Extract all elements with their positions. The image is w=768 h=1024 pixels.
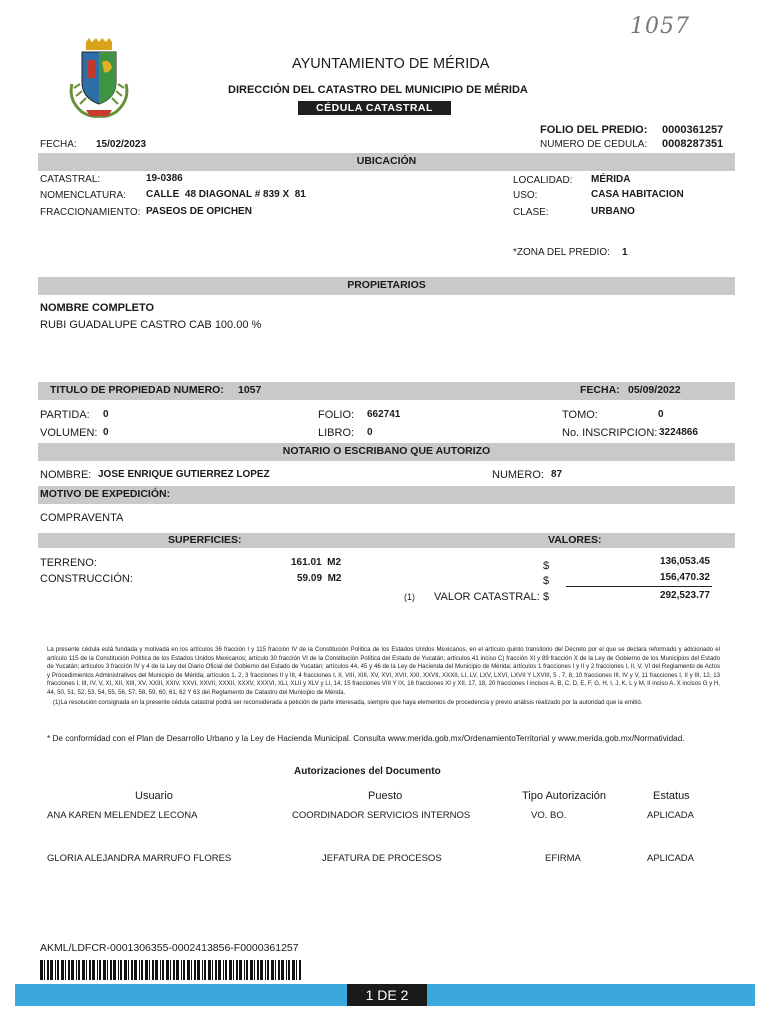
folio-predio-label: FOLIO DEL PREDIO: — [540, 124, 648, 136]
barcode-icon — [40, 960, 302, 980]
folio-value: 662741 — [367, 409, 401, 420]
motivo-title: MOTIVO DE EXPEDICIÓN: — [40, 488, 171, 500]
terreno-valor: 136,053.45 — [659, 556, 710, 567]
notario-title: NOTARIO O ESCRIBANO QUE AUTORIZO — [282, 445, 491, 457]
row-tipo: VO. BO. — [531, 810, 567, 821]
numero-cedula-value: 0008287351 — [662, 138, 724, 150]
page-indicator: 1 DE 2 — [347, 984, 427, 1006]
header-estatus: Estatus — [653, 790, 690, 802]
notario-numero-value: 87 — [551, 469, 563, 480]
ubicacion-band — [38, 153, 735, 171]
notario-nombre-value: JOSE ENRIQUE GUTIERREZ LOPEZ — [98, 469, 270, 480]
partida-value: 0 — [103, 409, 109, 420]
nomenclatura-value: CALLE 48 DIAGONAL # 839 X 81 — [146, 189, 306, 200]
valor-catastral-label: VALOR CATASTRAL: — [434, 591, 540, 603]
owner-name: RUBI GUADALUPE CASTRO CAB 100.00 % — [40, 319, 262, 331]
tomo-value: 0 — [658, 409, 664, 420]
titulo-fecha-value: 05/09/2022 — [628, 384, 681, 396]
valores-title: VALORES: — [548, 534, 602, 546]
propietarios-title: PROPIETARIOS — [347, 279, 426, 291]
uso-label: USO: — [513, 190, 538, 201]
ubicacion-title: UBICACIÓN — [356, 155, 417, 167]
construccion-value: 59.09 M2 — [297, 573, 342, 584]
header-puesto: Puesto — [368, 790, 403, 802]
sum-rule — [566, 586, 712, 587]
fraccionamiento-value: PASEOS DE OPICHEN — [146, 206, 252, 217]
legal-note-2: * De conformidad con el Plan de Desarrollo Urbano y la Ley de Hacienda Municipal. Consulta www.merida.gob.mx/OrdenamientoTerritorial y www.merida.gob.mx/Normatividad. — [47, 734, 685, 743]
row-estatus: APLICADA — [647, 810, 694, 821]
legal-note-1: (1)La resolución consignada en la presente cédula catastral podrá ser reconsiderada a petición de parte interesada, siempre que haya elementos de procedencia y previo análisis realizado por la autoridad que la emitió. — [53, 698, 643, 706]
fraccionamiento-label: FRACCIONAMIENTO: — [40, 207, 141, 218]
terreno-value: 161.01 M2 — [291, 557, 342, 568]
row-estatus: APLICADA — [647, 853, 694, 864]
municipality-title: AYUNTAMIENTO DE MÉRIDA — [292, 56, 490, 72]
document-type-badge — [298, 101, 451, 115]
coat-of-arms-logo — [68, 38, 130, 120]
header-usuario: Usuario — [135, 790, 173, 802]
row-usuario: GLORIA ALEJANDRA MARRUFO FLORES — [47, 853, 232, 864]
header-tipo: Tipo Autorización — [522, 790, 606, 802]
row-puesto: COORDINADOR SERVICIOS INTERNOS — [292, 810, 471, 821]
fecha-value: 15/02/2023 — [96, 139, 147, 150]
zona-label: *ZONA DEL PREDIO: — [513, 247, 610, 258]
autorizaciones-title: Autorizaciones del Documento — [294, 766, 441, 777]
tomo-label: TOMO: — [562, 409, 598, 421]
motivo-band — [38, 486, 735, 504]
notario-nombre-label: NOMBRE: — [40, 469, 92, 481]
row-puesto: JEFATURA DE PROCESOS — [322, 853, 442, 864]
catastral-value: 19-0386 — [146, 173, 183, 184]
titulo-label: TITULO DE PROPIEDAD NUMERO: — [50, 384, 224, 396]
terreno-currency: $ — [543, 560, 550, 572]
numero-cedula-label: NUMERO DE CEDULA: — [540, 139, 648, 150]
folio-label: FOLIO: — [318, 409, 355, 421]
catastral-label: CATASTRAL: — [40, 174, 101, 185]
localidad-value: MÉRIDA — [591, 174, 631, 185]
superficies-band — [38, 533, 735, 548]
clase-label: CLASE: — [513, 207, 549, 218]
titulo-fecha-label: FECHA: — [580, 384, 620, 396]
construccion-valor: 156,470.32 — [659, 572, 710, 583]
legal-text-block — [47, 646, 720, 707]
uso-value: CASA HABITACION — [591, 189, 684, 200]
volumen-label: VOLUMEN: — [40, 427, 98, 439]
titulo-value: 1057 — [238, 384, 262, 396]
propietarios-band — [38, 277, 735, 295]
direction-title: DIRECCIÓN DEL CATASTRO DEL MUNICIPIO DE MÉRIDA — [228, 84, 528, 96]
nombre-completo-label: NOMBRE COMPLETO — [40, 302, 155, 314]
localidad-label: LOCALIDAD: — [513, 175, 573, 186]
nomenclatura-label: NOMENCLATURA: — [40, 190, 126, 201]
libro-label: LIBRO: — [318, 427, 355, 439]
valor-catastral-currency: $ — [543, 591, 550, 603]
fecha-label: FECHA: — [40, 139, 77, 150]
volumen-value: 0 — [103, 427, 109, 438]
legal-text: La presente cédula está fundada y motivada en los artículos 36 fracción I y 115 fracción IV de la Constitución Política de los Estados Unidos Mexicanos, en el artículo quinto transitorio del Decreto por el que se declara reformado y adicionado el artículo 115 de la Constitución Política de los Estados Unidos Mexicanos; artículo 30 fracción VI de la Constitución Política del Estado de Yucatán; artículos 41 inciso C) fracción XI y 89 fracción X de la Ley de Gobierno de los Municipios del Estado de Yucatán; artículos 3 fracción IV y 4 de la Ley del Diario Oficial del Gobierno del Estado de Yucatán; artículos 44, 45 y 46 de la Ley de Hacienda del Municipio de Mérida; artículos 1 fracciones I y II y 2 fracciones I, II, V, VI del Reglamento de Actos y Procedimientos Administrativos del Municipio de Mérida; artículos 1, 2, 3 fracciones II y III, 4 fracciones I, II, VIII, XIII, XV, XVI, XVII, XXI, XXVII, XXXII, LI, LV, LXV, LXVI, LXVII Y LXVIII, 5 , 7, 8, 10 fracciones III, IV y V, 11 fracciones I, II y III, 12, 13 fracciones I, III, IV, V, XI, XII, XIII, XV, XXIII, XXIV, XXVI, XXVII, XXXII, XXXV, XXXVI, XLI, XLII y XLV y LI, 14, 15 fracciones VIII Y IX, 16 fracciones XI y XII, 17, 18, 20 fracciones I incisos A, B, C, D, E, F, G, H, I, J, K, L y M, II inciso A, X incisos G y H, 44, 50, 51, 52, 53, 54, 55, 56, 57, 58, 59, 60, 61, 62 Y 63 del Reglamento de Catastro del Municipio de Mérida. — [47, 646, 720, 696]
construccion-currency: $ — [543, 575, 550, 587]
notario-numero-label: NUMERO: — [492, 469, 544, 481]
valor-catastral-value: 292,523.77 — [659, 590, 710, 601]
construccion-label: CONSTRUCCIÓN: — [40, 573, 133, 585]
terreno-label: TERRENO: — [40, 557, 97, 569]
motivo-value: COMPRAVENTA — [40, 512, 124, 524]
zona-value: 1 — [622, 247, 628, 258]
inscripcion-label: No. INSCRIPCION: — [562, 427, 658, 439]
note-marker: (1) — [404, 592, 415, 602]
row-tipo: EFIRMA — [545, 853, 581, 864]
inscripcion-value: 3224866 — [659, 427, 698, 438]
clase-value: URBANO — [591, 206, 635, 217]
handwritten-number: 1057 — [630, 14, 690, 39]
libro-value: 0 — [367, 427, 373, 438]
row-usuario: ANA KAREN MELENDEZ LECONA — [47, 810, 198, 821]
notario-band — [38, 443, 735, 461]
titulo-band — [38, 382, 735, 400]
partida-label: PARTIDA: — [40, 409, 90, 421]
superficies-title: SUPERFICIES: — [168, 534, 242, 546]
footer-code: AKML/LDFCR-0001306355-0002413856-F0000361257 — [40, 942, 299, 954]
folio-predio-value: 0000361257 — [662, 124, 724, 136]
document-type-label: CÉDULA CATASTRAL — [316, 102, 433, 114]
